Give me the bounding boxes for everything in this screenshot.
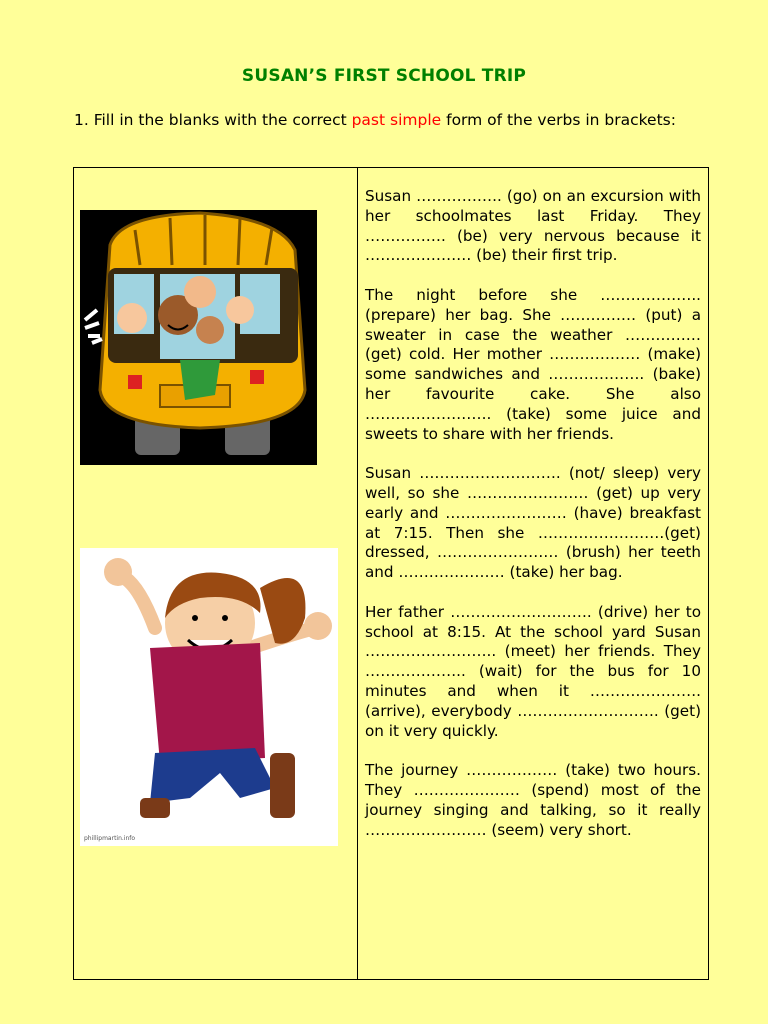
girl-icon [80,548,338,846]
instruction-text: 1. Fill in the blanks with the correct [74,111,352,129]
paragraph-4: Her father ………………………. (drive) her to school at 8:15. At the school yard Susan …………………….. (meet) her friends. They ……………….. (wait) for the bus for 10 minutes and when it …………………. (arrive), everybody ………………………. (get) on it very quickly. [365,602,701,740]
image-credit: phillipmartin.info [84,835,136,842]
table-divider [357,167,358,980]
paragraph-5: The journey ……………… (take) two hours. They ………………… (spend) most of the journey singing and talking, so it really …………………… (seem) very short. [365,761,701,839]
paragraph-1: Susan …………….. (go) on an excursion with her schoolmates last Friday. They ……………. (be) very nervous because it ………………… (be) their first trip. [365,187,701,265]
page-title: SUSAN’S FIRST SCHOOL TRIP [241,66,527,86]
exercise-text [365,187,701,860]
school-bus-illustration [80,210,317,465]
paragraph-2: The night before she ……………….. (prepare) her bag. She …………… (put) a sweater in case the weather …………… (get) cold. Her mother ……………… (make) some sandwiches and ………………. (bake) her favourite cake. She also ……………………. (take) some juice and sweets to share with her friends. [365,285,701,443]
jumping-girl-illustration [80,548,338,846]
school-bus-icon [80,210,317,465]
instruction-highlight: past simple [351,111,442,129]
instruction [74,110,704,130]
instruction-text-end: form of the verbs in brackets: [441,111,676,129]
paragraph-3: Susan ………………………. (not/ sleep) very well, so she …………………… (get) up very early and …………………… (have) breakfast at 7:15. Then she …………………….(get) dressed, …………………… (brush) her teeth and ………………… (take) her bag. [365,464,701,582]
